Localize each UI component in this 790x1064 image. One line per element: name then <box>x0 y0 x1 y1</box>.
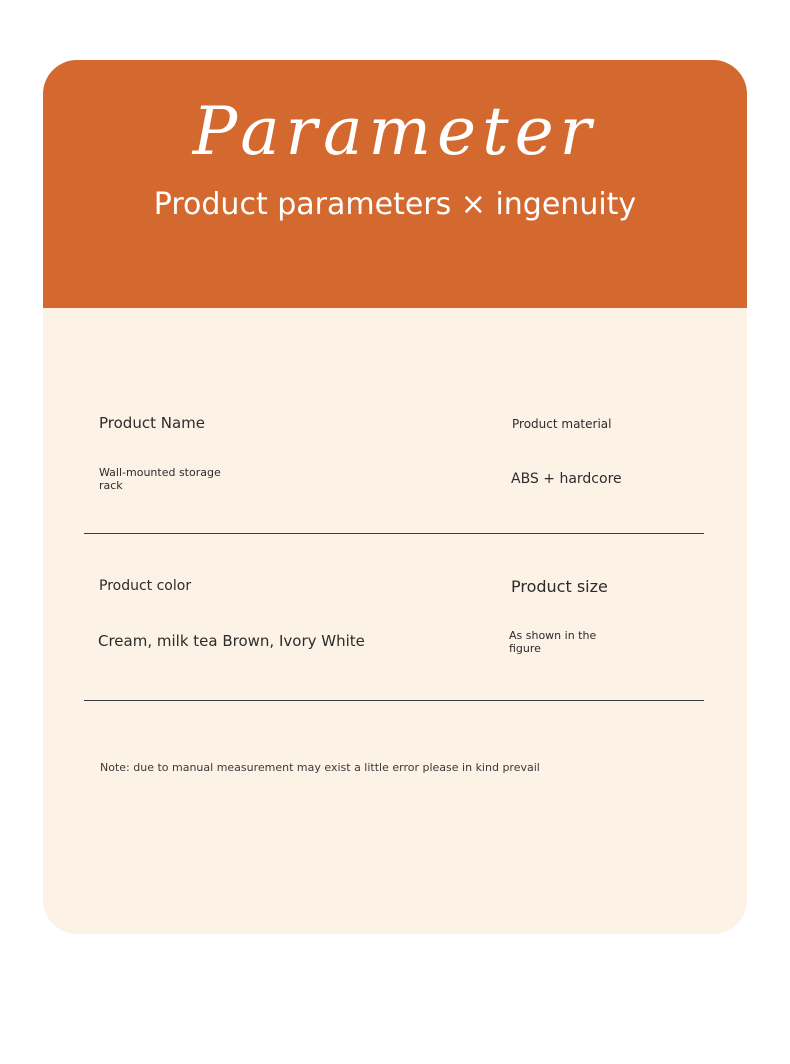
card-header <box>43 60 747 308</box>
divider-bottom <box>84 700 704 701</box>
script-title: Parameter <box>192 93 598 170</box>
product-size-label: Product size <box>511 577 608 596</box>
product-material-label: Product material <box>512 417 612 431</box>
divider-top <box>84 533 704 534</box>
product-color-value: Cream, milk tea Brown, Ivory White <box>98 632 365 650</box>
measurement-note: Note: due to manual measurement may exist a little error please in kind prevail <box>100 761 540 774</box>
product-name-label: Product Name <box>99 414 205 432</box>
parameter-card <box>43 60 747 934</box>
product-size-value: As shown in the figure <box>509 629 597 655</box>
header-subtitle: Product parameters × ingenuity <box>153 187 637 222</box>
product-name-value: Wall-mounted storage rack <box>99 466 221 492</box>
product-material-value: ABS + hardcore <box>511 471 622 487</box>
product-color-label: Product color <box>99 578 192 594</box>
